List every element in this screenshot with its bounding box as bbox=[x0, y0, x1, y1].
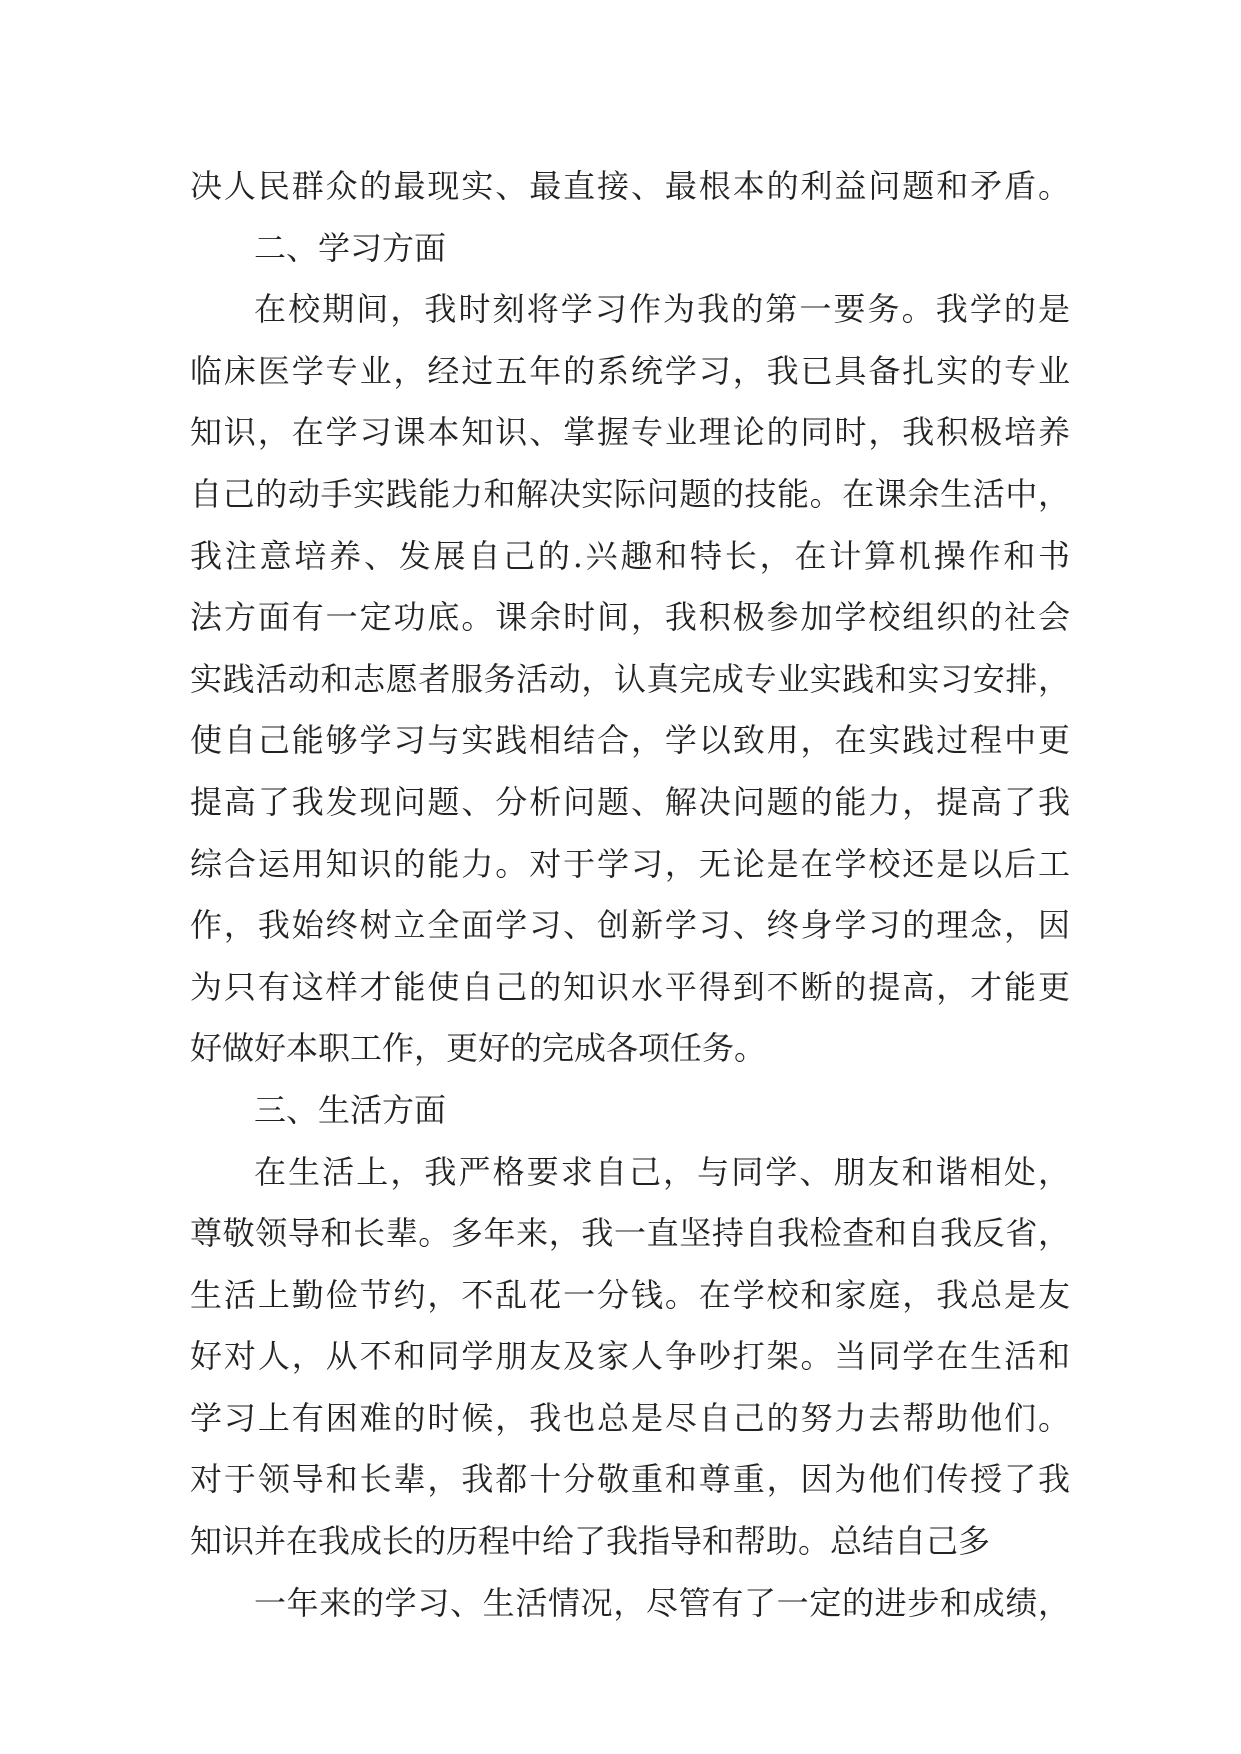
paragraph-line: 生活上勤俭节约，不乱花一分钱。在学校和家庭，我总是友 bbox=[190, 1275, 1070, 1314]
paragraph-line: 为只有这样才能使自己的知识水平得到不断的提高，才能更 bbox=[190, 967, 1070, 1006]
paragraph-line: 在校期间，我时刻将学习作为我的第一要务。我学的是 bbox=[254, 290, 1070, 329]
paragraph-line: 自己的动手实践能力和解决实际问题的技能。在课余生活中， bbox=[190, 474, 1070, 513]
document-body bbox=[190, 156, 1070, 1634]
paragraph-line: 提高了我发现问题、分析问题、解决问题的能力，提高了我 bbox=[190, 782, 1070, 821]
paragraph-line: 一年来的学习、生活情况，尽管有了一定的进步和成绩， bbox=[254, 1583, 1070, 1622]
section-heading-study: 二、学习方面 bbox=[254, 228, 447, 267]
paragraph-line: 决人民群众的最现实、最直接、最根本的利益问题和矛盾。 bbox=[190, 167, 1070, 205]
paragraph-line: 使自己能够学习与实践相结合，学以致用，在实践过程中更 bbox=[190, 721, 1070, 760]
paragraph-line: 实践活动和志愿者服务活动，认真完成专业实践和实习安排， bbox=[190, 659, 1070, 698]
paragraph-line: 作，我始终树立全面学习、创新学习、终身学习的理念，因 bbox=[190, 906, 1070, 945]
paragraph-line: 临床医学专业，经过五年的系统学习，我已具备扎实的专业 bbox=[190, 351, 1070, 390]
paragraph-line: 知识并在我成长的历程中给了我指导和帮助。总结自己多 bbox=[190, 1522, 991, 1561]
section-heading-life: 三、生活方面 bbox=[254, 1090, 447, 1129]
paragraph-line: 综合运用知识的能力。对于学习，无论是在学校还是以后工 bbox=[190, 844, 1070, 883]
paragraph-line: 法方面有一定功底。课余时间，我积极参加学校组织的社会 bbox=[190, 598, 1070, 637]
paragraph-line: 尊敬领导和长辈。多年来，我一直坚持自我检查和自我反省， bbox=[190, 1214, 1070, 1253]
paragraph-line: 我注意培养、发展自己的.兴趣和特长，在计算机操作和书 bbox=[190, 536, 1070, 575]
paragraph-line: 知识，在学习课本知识、掌握专业理论的同时，我积极培养 bbox=[190, 413, 1070, 452]
paragraph-line: 好对人，从不和同学朋友及家人争吵打架。当同学在生活和 bbox=[190, 1337, 1070, 1376]
paragraph-line: 学习上有困难的时候，我也总是尽自己的努力去帮助他们。 bbox=[190, 1398, 1070, 1437]
paragraph-line: 好做好本职工作，更好的完成各项任务。 bbox=[190, 1029, 767, 1068]
paragraph-line: 对于领导和长辈，我都十分敬重和尊重，因为他们传授了我 bbox=[190, 1460, 1070, 1499]
paragraph-line: 在生活上，我严格要求自己，与同学、朋友和谐相处， bbox=[254, 1152, 1070, 1191]
